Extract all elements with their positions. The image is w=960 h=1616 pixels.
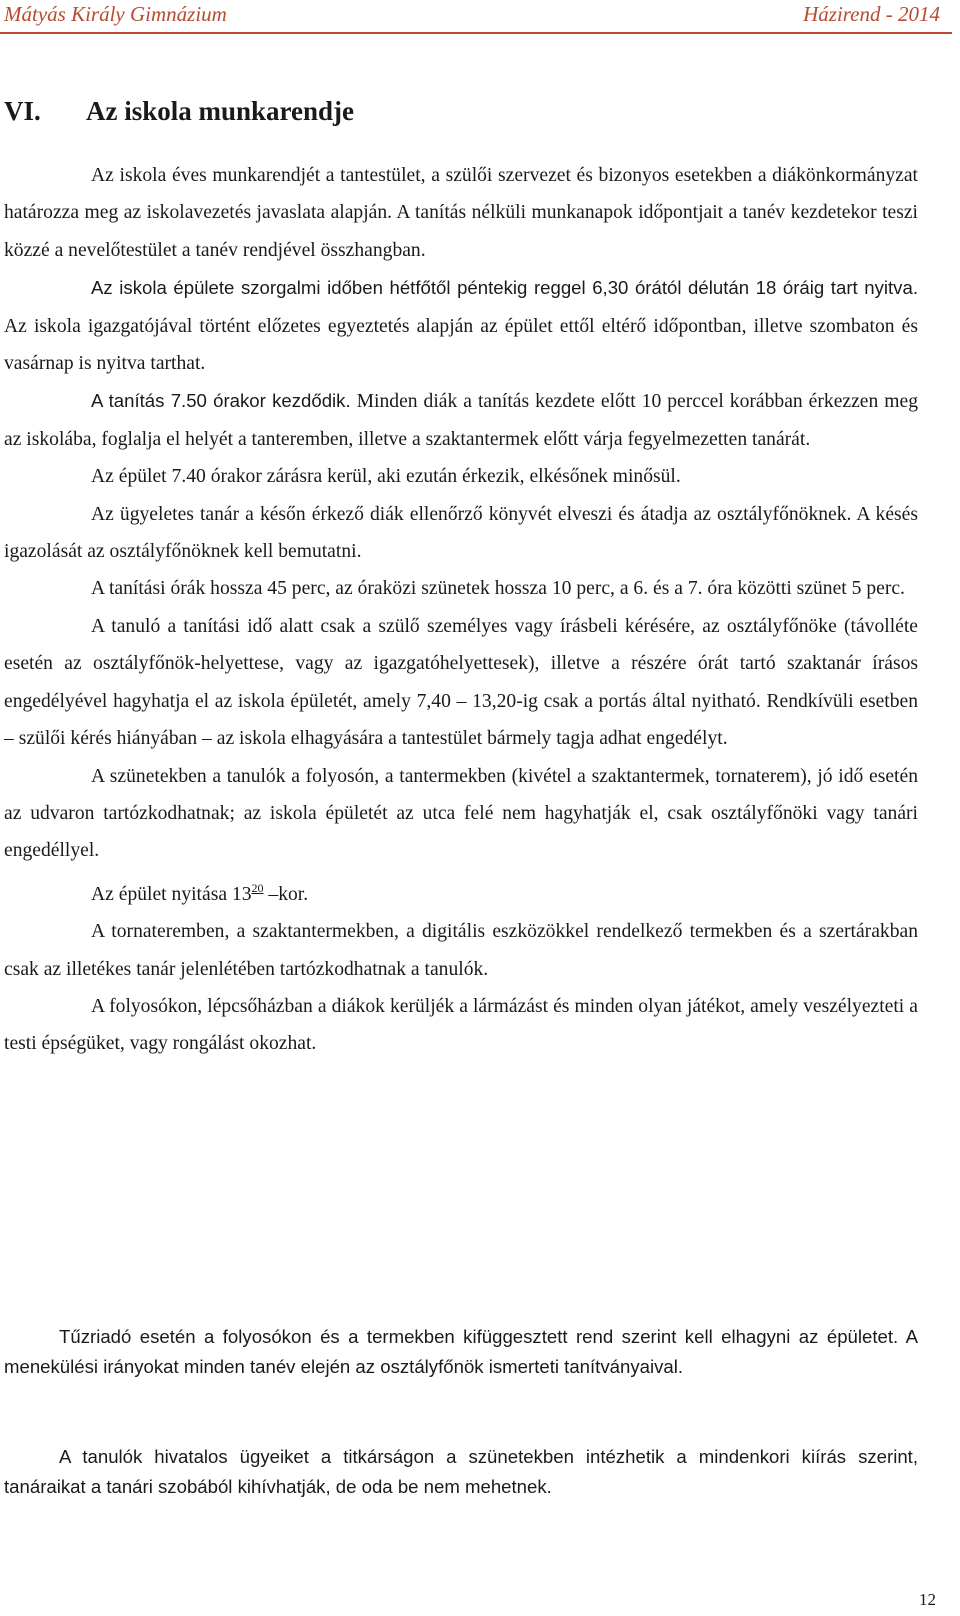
section-number: VI. [4, 96, 41, 126]
header-school-name: Mátyás Király Gimnázium [4, 2, 227, 26]
paragraph: Az iskola éves munkarendjét a tantestület, a szülői szervezet és bizonyos esetekben a diákönkormányzat határozza meg az iskolavezetés javaslata alapján. A tanítás nélküli munkanapok időpontjait a tanév kezdetekor teszi közzé a nevelőtestület a tanév rendjével összhangban. [4, 165, 918, 261]
paragraph: A tanuló a tanítási idő alatt csak a szülő személyes vagy írásbeli kérésére, az osztályfőnöke (távolléte esetén az osztályfőnök-helyettese, vagy az igazgatóhelyettesek), illetve a részére órát tartó szaktanár írásos engedélyével hagyhatja el az iskola épületét, amely 7,40 – 13,20-ig csak a portás által nyitható. Rendkívüli esetben – szülői kérés hiányában – az iskola elhagyására a tantestület bármely tagja adhat engedélyt. [4, 615, 918, 750]
opening-time-text: Az épület nyitása 13 [91, 883, 252, 905]
opening-time-superscript: 20 [251, 880, 264, 895]
office-text [4, 1442, 918, 1502]
page-number: 12 [919, 1590, 936, 1609]
paragraph-sans-part: A tanítás 7.50 órakor kezdődik. [91, 390, 351, 412]
paragraph: A tanulók hivatalos ügyeiket a titkárságon a szünetekben intézhetik a mindenkori kiírás szerint, tanáraikat a tanári szobából kihívhatják, de oda be nem mehetnek. [4, 1446, 918, 1497]
paragraph [4, 269, 918, 382]
fire-alarm-text [4, 1322, 918, 1382]
paragraph: Tűzriadó esetén a folyosókon és a termekben kifüggesztett rend szerint kell elhagyni az épületet. A menekülési irányokat minden tanév elején az osztályfőnök ismerteti tanítványaival. [4, 1326, 918, 1377]
paragraph: Az ügyeletes tanár a későn érkező diák ellenőrző könyvét elveszi és átadja az osztályfőnöknek. A késés igazolását az osztályfőnöknek kell bemutatni. [4, 503, 918, 563]
paragraph [4, 382, 918, 458]
page-header [0, 0, 960, 30]
paragraph-serif-part: Minden diák a tanítás kezdete előtt 10 perccel korábban érkezzen meg az iskolába, foglalja el helyét a tanteremben, illetve a szaktantermek előtt várja fegyelmezetten tanárát. [4, 391, 918, 450]
header-rule [0, 32, 952, 34]
paragraph [4, 870, 918, 913]
paragraph: Az épület 7.40 órakor zárásra kerül, aki ezután érkezik, elkésőnek minősül. [91, 466, 681, 488]
main-text [4, 157, 918, 1063]
paragraph: A szünetekben a tanulók a folyosón, a tantermekben (kivétel a szaktantermek, tornaterem), jó idő esetén az udvaron tartózkodhatnak; az iskola épületét az utca felé nem hagyhatják el, csak osztályfőnöki vagy tanári engedéllyel. [4, 765, 918, 862]
paragraph: A tornateremben, a szaktantermekben, a digitális eszközökkel rendelkező termekben és a szertárakban csak az illetékes tanár jelenlétében tartózkodhatnak a tanulók. [4, 921, 918, 980]
section-heading [4, 96, 354, 127]
paragraph-sans-part: Az iskola épülete szorgalmi időben hétfőtől péntekig reggel 6,30 órától délután 18 óráig tart nyitva. [91, 277, 918, 299]
paragraph-serif-part: Az iskola igazgatójával történt előzetes egyeztetés alapján az épület ettől eltérő időpontban, illetve szombaton és vasárnap is nyitva tarthat. [4, 315, 918, 375]
section-title: Az iskola munkarendje [86, 96, 355, 126]
paragraph: A tanítási órák hossza 45 perc, az óraközi szünetek hossza 10 perc, a 6. és a 7. óra közötti szünet 5 perc. [91, 578, 905, 600]
header-document-title: Házirend - 2014 [803, 2, 940, 26]
opening-time-suffix: –kor. [263, 883, 309, 905]
paragraph: A folyosókon, lépcsőházban a diákok kerüljék a lármázást és minden olyan játékot, amely veszélyezteti a testi épségüket, vagy rongálást okozhat. [4, 995, 918, 1055]
